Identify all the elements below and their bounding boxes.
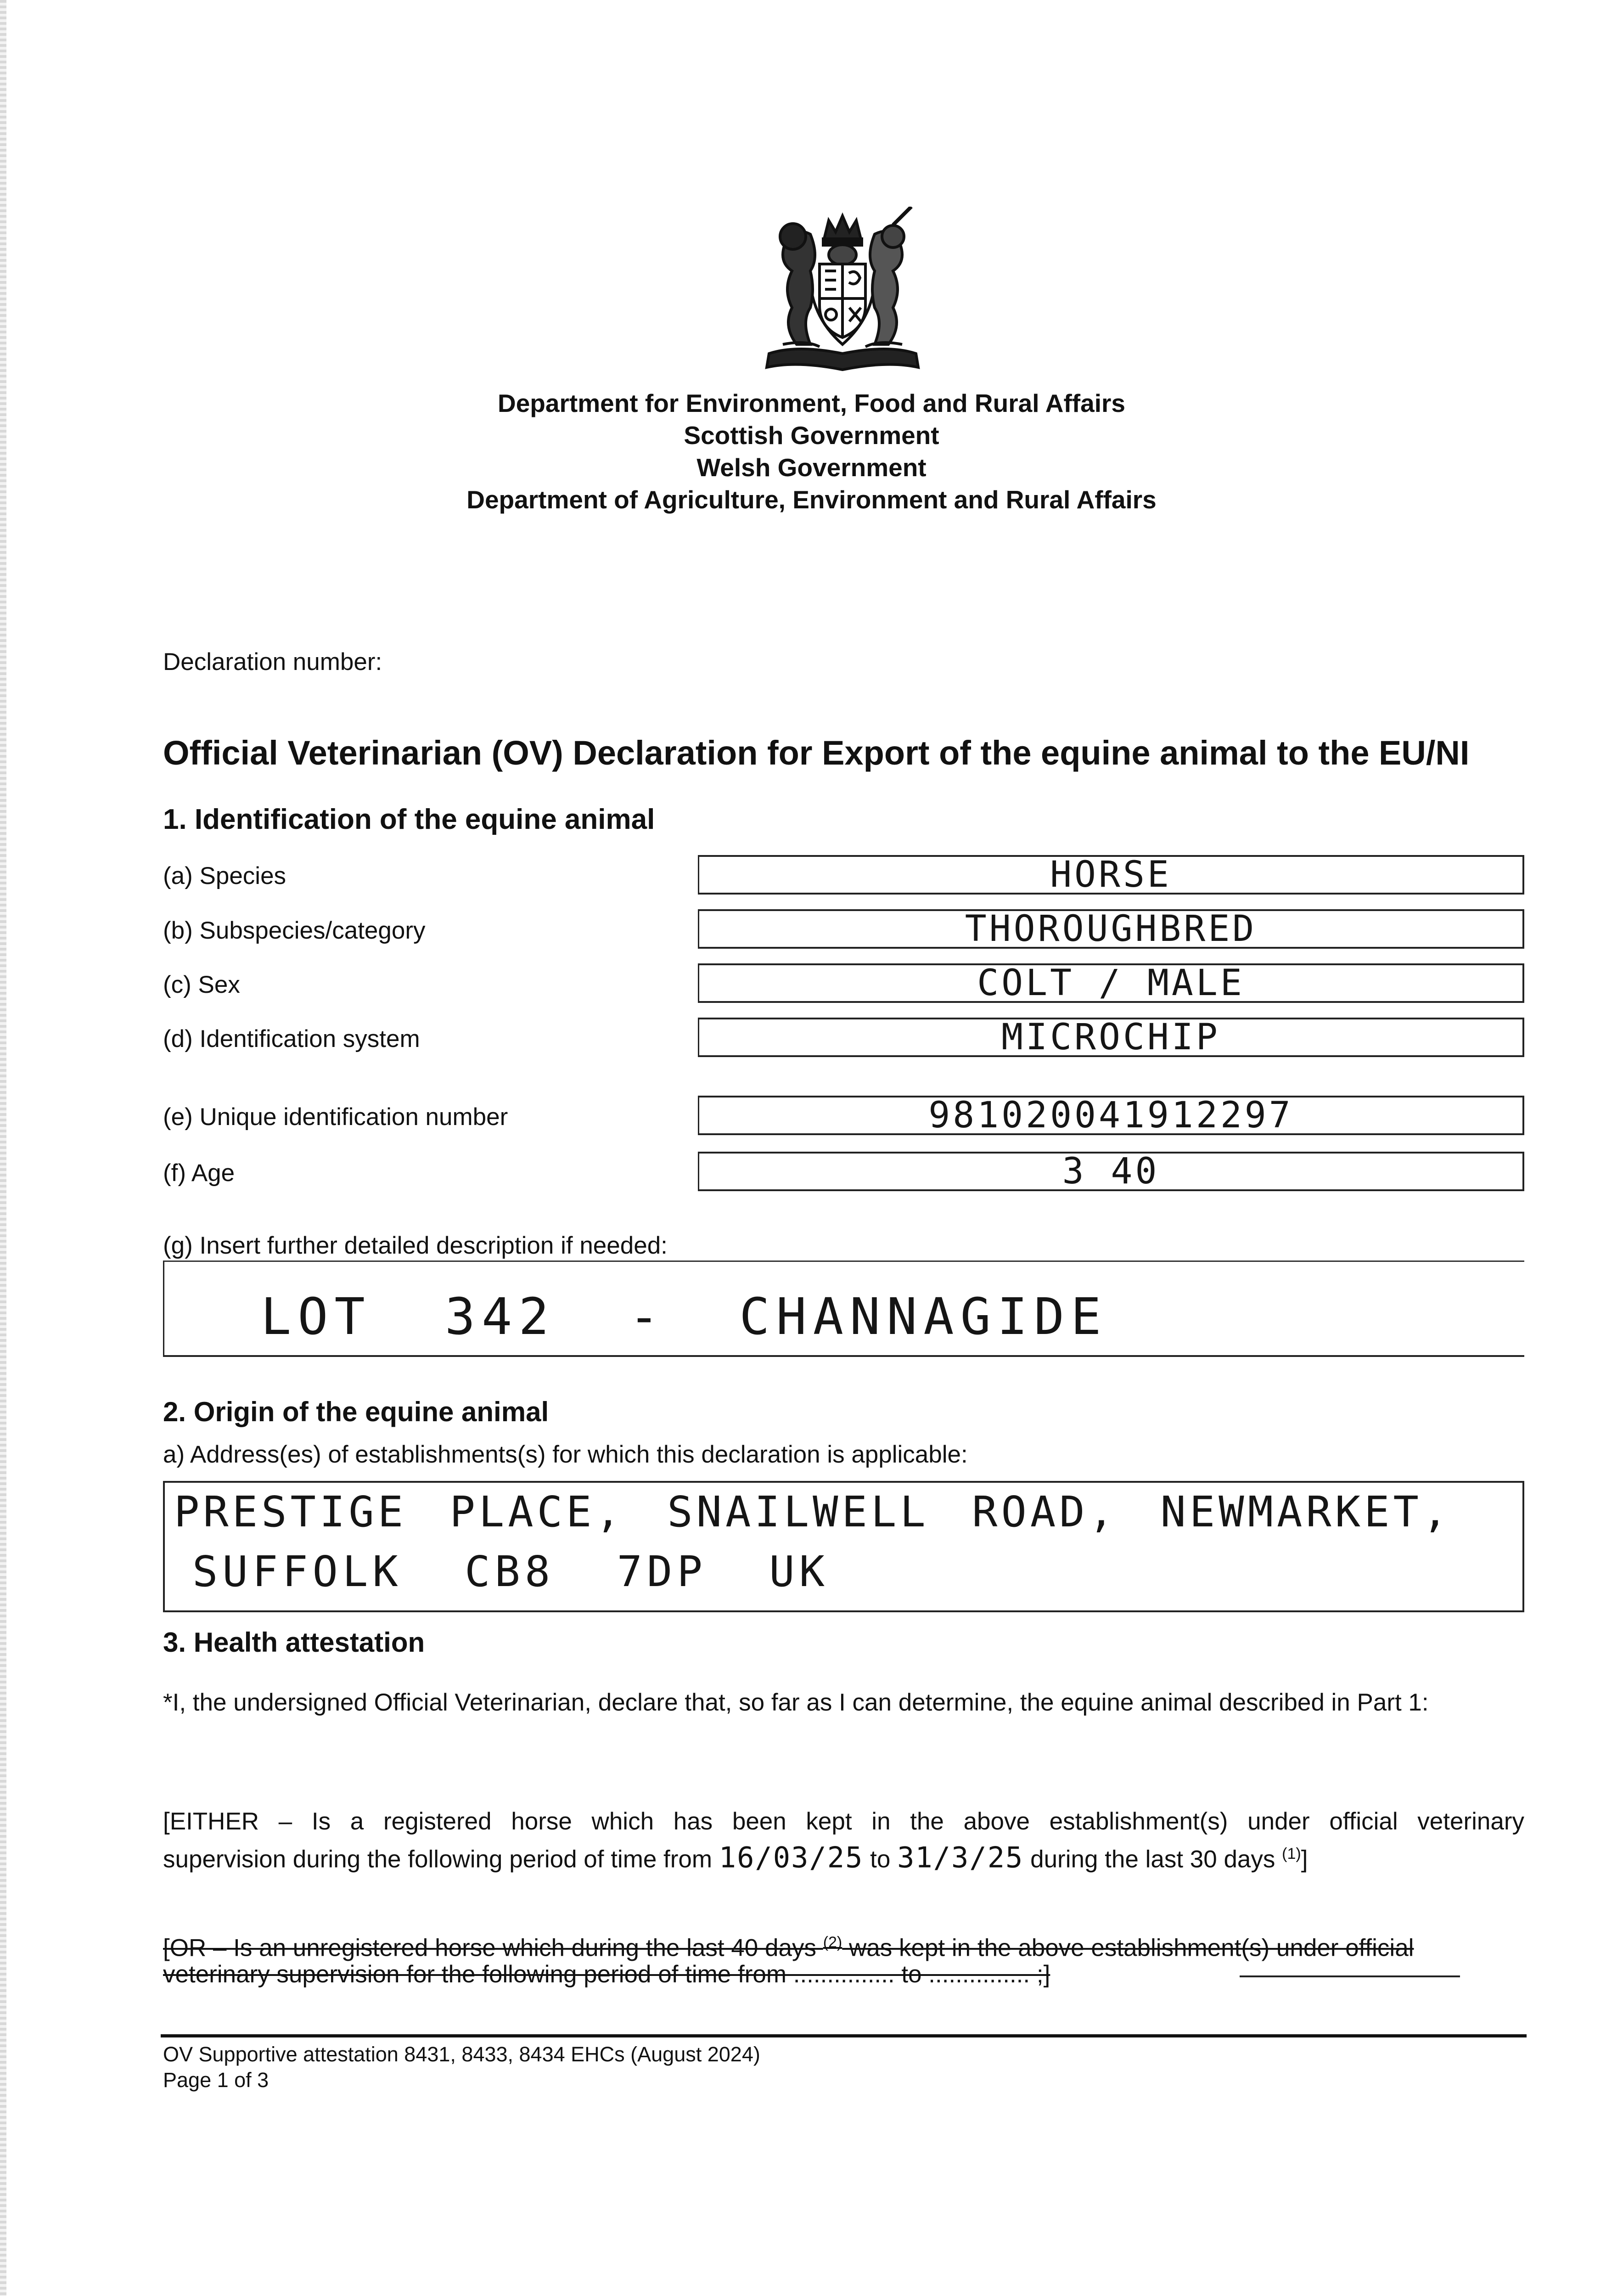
field-value-identification-system: MICROCHIP: [1001, 1017, 1220, 1058]
field-value-age: 3 40: [1062, 1151, 1160, 1192]
either-clause-text-a: supervision during the following period of time from: [163, 1846, 713, 1873]
field-sex[interactable]: [698, 963, 1524, 1003]
header-department-scottish: Scottish Government: [684, 421, 939, 450]
address-line-1: PRESTIGE PLACE, SNAILWELL ROAD, NEWMARKET,: [174, 1487, 1452, 1536]
footer-page-number: Page 1 of 3: [163, 2068, 269, 2092]
field-label-identification-system: (d) Identification system: [163, 1025, 420, 1052]
field-label-species: (a) Species: [163, 862, 286, 889]
field-species[interactable]: [698, 855, 1524, 895]
either-clause-line-1: [EITHER – Is a registered horse which has been kept in the above establishment(s) under official veterinary: [163, 1808, 1524, 1835]
footer-reference: OV Supportive attestation 8431, 8433, 8434 EHCs (August 2024): [163, 2043, 760, 2066]
field-label-sex: (c) Sex: [163, 971, 240, 998]
or-clause-text-b: was kept in the above establishment(s) under official: [848, 1934, 1414, 1962]
section1-heading: 1. Identification of the equine animal: [163, 804, 655, 835]
field-label-age: (f) Age: [163, 1159, 235, 1187]
address-line-2: SUFFOLK CB8 7DP UK: [192, 1547, 829, 1596]
or-clause-line-2: veterinary supervision for the following period of time from ............... to ............... ;]: [163, 1961, 1050, 1988]
field-label-unique-id: (e) Unique identification number: [163, 1103, 508, 1131]
field-identification-system[interactable]: [698, 1018, 1524, 1057]
either-date-to[interactable]: 31/3/25: [897, 1840, 1024, 1874]
or-clause-text-a: [OR – Is an unregistered horse which during the last 40 days: [163, 1934, 816, 1962]
either-clause-text-b: during the last 30 days: [1030, 1846, 1275, 1873]
or-footnote: (2): [823, 1934, 842, 1951]
section3-heading: 3. Health attestation: [163, 1627, 425, 1658]
address-box[interactable]: [163, 1481, 1524, 1612]
document-title: Official Veterinarian (OV) Declaration for Export of the equine animal to the EU/NI: [163, 734, 1470, 772]
description-value: LOT 342 - CHANNAGIDE: [261, 1287, 1108, 1346]
either-close-bracket: ]: [1301, 1846, 1308, 1873]
or-clause-strike-extension: [1240, 1975, 1460, 1977]
either-clause-line-2: [163, 1838, 1308, 1876]
either-to-word: to: [870, 1846, 891, 1873]
field-value-sex: COLT / MALE: [977, 962, 1245, 1004]
field-unique-id[interactable]: [698, 1096, 1524, 1135]
header-department-defra: Department for Environment, Food and Rural Affairs: [498, 389, 1125, 417]
field-subspecies[interactable]: [698, 909, 1524, 949]
field-value-subspecies: THOROUGHBRED: [965, 908, 1257, 950]
field-label-subspecies: (b) Subspecies/category: [163, 917, 426, 944]
field-value-species: HORSE: [1050, 854, 1172, 895]
field-age[interactable]: [698, 1152, 1524, 1191]
header-department-daera: Department of Agriculture, Environment and Rural Affairs: [466, 485, 1157, 514]
footer-rule: [161, 2034, 1527, 2037]
declaration-number-label: Declaration number:: [163, 648, 382, 675]
section2-heading: 2. Origin of the equine animal: [163, 1396, 549, 1427]
address-label: a) Address(es) of establishments(s) for which this declaration is applicable:: [163, 1441, 968, 1468]
field-value-unique-id: 981020041912297: [928, 1095, 1293, 1136]
royal-coat-of-arms-icon: [741, 207, 943, 381]
header-department-welsh: Welsh Government: [696, 453, 927, 482]
either-footnote: (1): [1282, 1845, 1301, 1863]
description-label: (g) Insert further detailed description if needed:: [163, 1232, 668, 1259]
either-date-from[interactable]: 16/03/25: [719, 1840, 864, 1874]
scan-edge: [0, 0, 6, 2296]
description-box[interactable]: [163, 1261, 1524, 1357]
health-attestation-intro: *I, the undersigned Official Veterinarian, declare that, so far as I can determine, the equine animal described in Part 1:: [163, 1689, 1429, 1716]
